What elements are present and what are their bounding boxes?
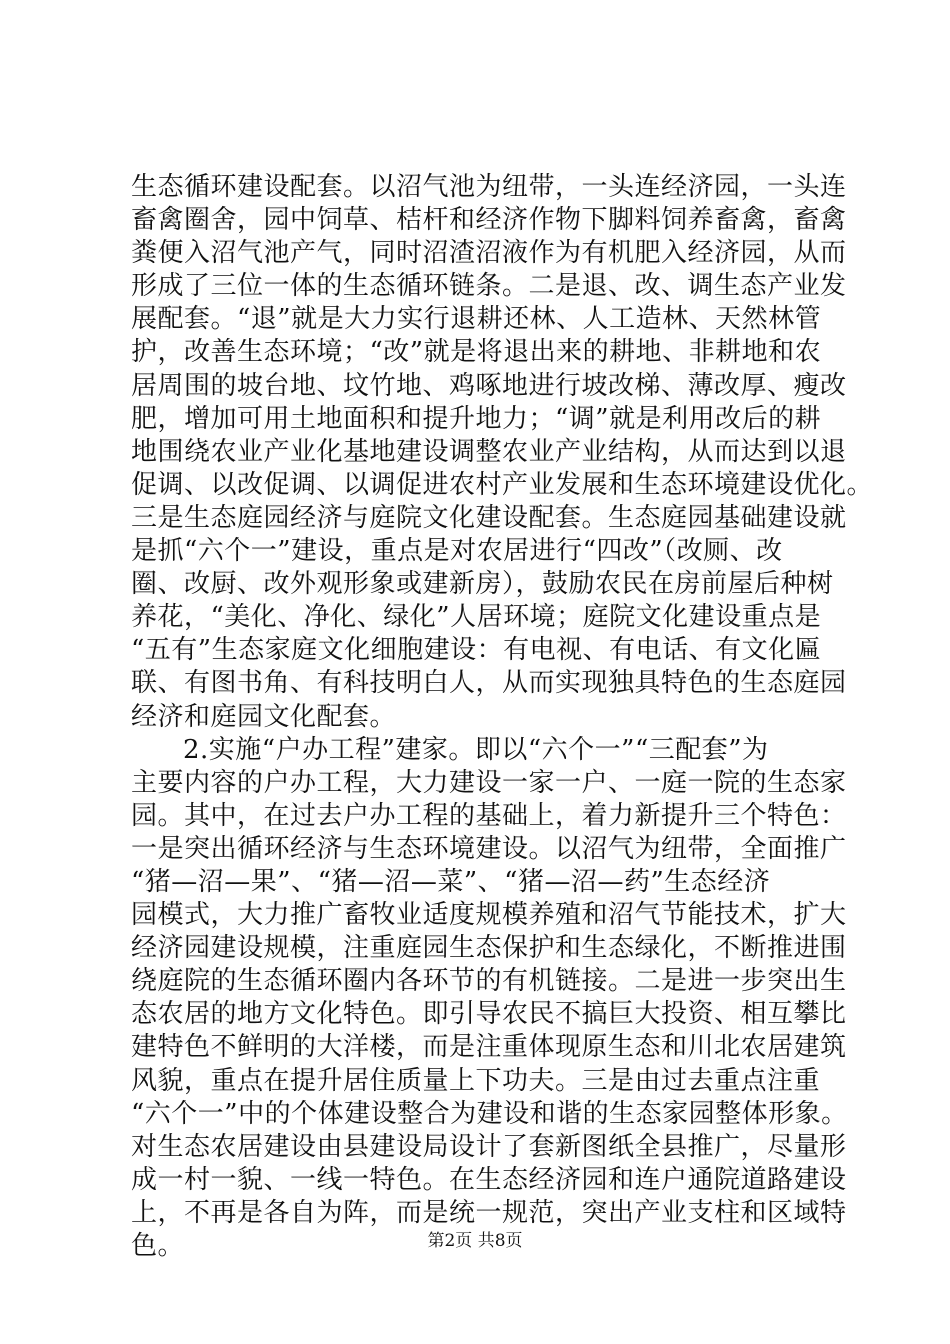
text-line: 畜禽圈舍，园中饲草、桔杆和经济作物下脚料饲养畜禽，畜禽 [131, 205, 847, 236]
document-body [131, 171, 874, 1263]
text-line: 风貌，重点在提升居住质量上下功夫。三是由过去重点注重 [131, 1065, 821, 1096]
text-line: 养花，“美化、净化、绿化”人居环境；庭院文化建设重点是 [131, 602, 822, 633]
text-line: 经济园建设规模，注重庭园生态保护和生态绿化，不断推进围 [131, 933, 847, 964]
text-line: 三是生态庭园经济与庭院文化建设配套。生态庭园基础建设就 [131, 502, 847, 533]
text-line: “五有”生态家庭文化细胞建设：有电视、有电话、有文化匾 [131, 635, 822, 666]
text-line: 一是突出循环经济与生态环境建设。以沼气为纽带，全面推广 [131, 833, 847, 864]
text-line: 对生态农居建设由县建设局设计了套新图纸全县推广，尽量形 [131, 1131, 847, 1162]
text-line: 色。 [131, 1231, 185, 1261]
text-line: 园。其中，在过去户办工程的基础上，着力新提升三个特色： [131, 800, 847, 831]
text-line: 联、有图书角、有科技明白人，从而实现独具特色的生态庭园 [131, 668, 847, 699]
text-line: 主要内容的户办工程，大力建设一家一户、一庭一院的生态家 [131, 767, 847, 798]
text-line: “六个一”中的个体建设整合为建设和谐的生态家园整体形象。 [131, 1098, 848, 1129]
text-line: 上，不再是各自为阵，而是统一规范，突出产业支柱和区域特 [131, 1197, 847, 1228]
text-line: 护，改善生态环境；“改”就是将退出来的耕地、非耕地和农 [131, 337, 822, 368]
text-line: 是抓“六个一”建设，重点是对农居进行“四改”（改厕、改 [131, 536, 783, 567]
text-line: 绕庭院的生态循环圈内各环节的有机链接。二是进一步突出生 [131, 966, 847, 997]
text-line: 展配套。“退”就是大力实行退耕还林、人工造林、天然林管 [131, 304, 822, 335]
text-line: 促调、以改促调、以调促进农村产业发展和生态环境建设优化。 [131, 469, 874, 500]
text-line: 地围绕农业产业化基地建设调整农业产业结构，从而达到以退 [131, 436, 847, 467]
section-heading-line: 2.实施“户办工程”建家。即以“六个一”“三配套”为 [183, 734, 769, 765]
text-line: 肥，增加可用土地面积和提升地力；“调”就是利用改后的耕 [131, 403, 822, 434]
text-line: 经济和庭园文化配套。 [131, 701, 397, 732]
text-line: 态农居的地方文化特色。即引导农民不搞巨大投资、相互攀比 [131, 999, 847, 1030]
text-line: 居周围的坡台地、坟竹地、鸡啄地进行坡改梯、薄改厚、瘦改 [131, 370, 847, 401]
text-line: 粪便入沼气池产气，同时沼渣沼液作为有机肥入经济园，从而 [131, 238, 847, 269]
text-line: 形成了三位一体的生态循环链条。二是退、改、调生态产业发 [131, 271, 847, 302]
text-line: 建特色不鲜明的大洋楼，而是注重体现原生态和川北农居建筑 [131, 1032, 847, 1063]
text-line: 成一村一貌、一线一特色。在生态经济园和连户通院道路建设 [131, 1164, 847, 1195]
text-line: 圈、改厨、改外观形象或建新房），鼓励农民在房前屋后种树 [131, 569, 834, 600]
text-line: 生态循环建设配套。以沼气池为纽带，一头连经济园，一头连 [131, 172, 847, 202]
page-number-footer: 第2页 共8页 [427, 1231, 523, 1251]
text-line: “猪—沼—果”、“猪—沼—菜”、“猪—沼—药”生态经济 [131, 866, 771, 897]
text-line: 园模式，大力推广畜牧业适度规模养殖和沼气节能技术，扩大 [131, 900, 847, 931]
